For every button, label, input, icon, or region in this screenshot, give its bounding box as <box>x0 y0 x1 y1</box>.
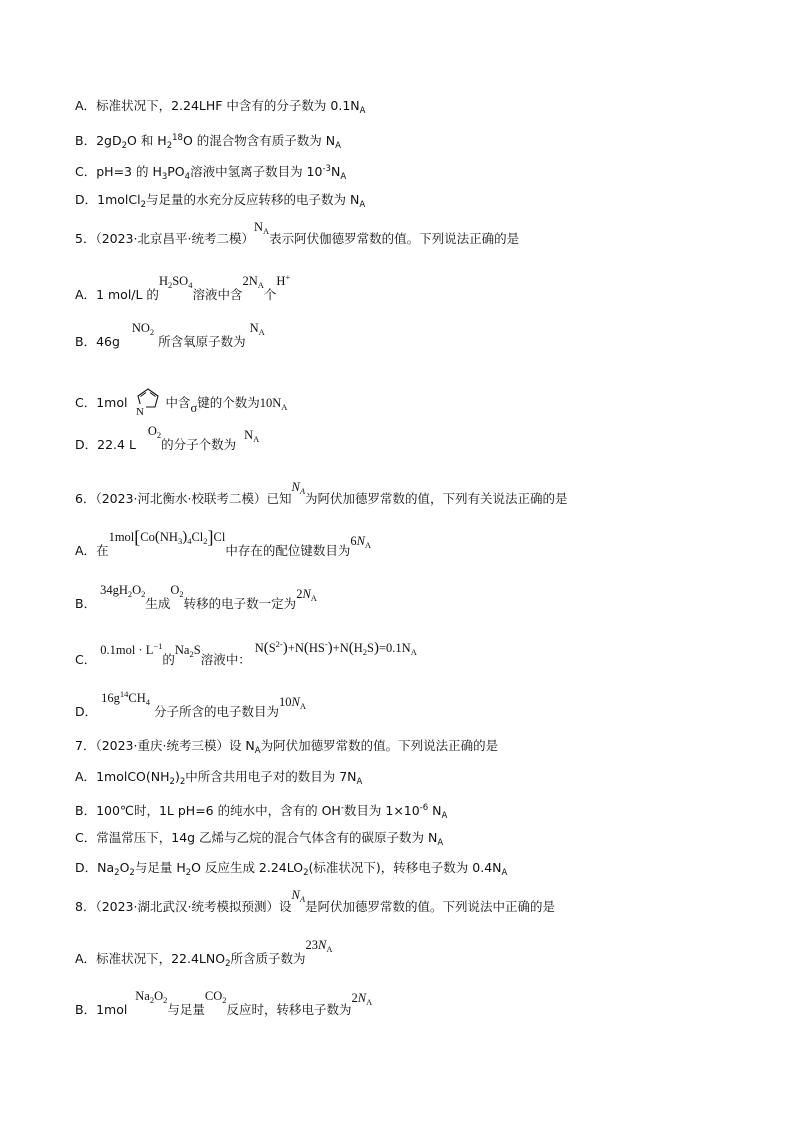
superscript: -3 <box>322 164 331 174</box>
question-5-stem <box>75 220 735 251</box>
formula-23na: $23N_A$ <box>305 938 333 954</box>
option-text: 个 <box>263 287 277 302</box>
option-label: C． <box>75 830 97 845</box>
option-text: Na <box>97 860 115 875</box>
option-text: 标准状况下，2.24LHF 中含有的分子数为 0.1N <box>96 98 360 113</box>
option-text: 溶液中含 <box>192 287 243 302</box>
option-text: ) <box>174 769 180 784</box>
option-text: 2gD <box>96 133 122 148</box>
option-text: 常温常压下，14g 乙烯与乙烷的混合气体含有的碳原子数为 N <box>96 830 438 845</box>
question-text: 为阿伏加德罗常数的值，下列有关说法正确的是 <box>305 491 568 506</box>
q6-option-d[interactable] <box>75 689 735 724</box>
option-label: A． <box>75 951 97 966</box>
superscript: -6 <box>419 803 429 813</box>
option-text: 键的个数为 <box>197 395 260 410</box>
q8-option-b[interactable] <box>75 989 735 1022</box>
option-text: 在 <box>96 543 109 558</box>
sigma-symbol: σ <box>190 401 198 415</box>
option-text: 溶液中： <box>200 652 251 667</box>
q5-option-c[interactable] <box>75 385 735 419</box>
formula-o2: $O_2$ <box>170 583 184 599</box>
option-text: N <box>330 164 341 179</box>
formula-10na: $10N_A$ <box>259 396 288 412</box>
option-label: A． <box>75 287 97 302</box>
option-text: 数目为 1×10 <box>343 803 420 818</box>
question-number: 6． <box>75 491 96 506</box>
option-text: 1mol <box>96 395 128 410</box>
option-text: 中存在的配位键数目为 <box>225 543 351 558</box>
q7-option-d[interactable] <box>75 860 735 881</box>
pyrrole-structure-icon <box>133 385 163 419</box>
option-text: 反应时，转移电子数为 <box>226 1002 352 1017</box>
option-label: B． <box>75 803 97 818</box>
option-label: B． <box>75 1002 97 1017</box>
option-text: O 和 H <box>127 133 167 148</box>
q5-option-d[interactable] <box>75 424 735 457</box>
option-label: D． <box>75 860 98 875</box>
option-text: 100℃时，1L pH=6 的纯水中，含有的 OH <box>96 803 341 818</box>
q8-option-a[interactable] <box>75 938 735 972</box>
subscript: A <box>340 172 347 182</box>
superscript: - <box>340 803 344 813</box>
q7-option-a[interactable] <box>75 769 735 790</box>
formula-na2o2: $Na_2O_2$ <box>135 989 168 1005</box>
option-text: O 的混合物含有质子数为 N <box>182 133 336 148</box>
question-8-stem <box>75 888 735 919</box>
option-text: 的分子个数为 <box>161 437 237 452</box>
subscript: 2 <box>121 141 128 151</box>
option-text: 与足量 H <box>134 860 186 875</box>
question-source: （2023·重庆·统考三模）设 N <box>95 738 255 753</box>
option-text: 1molCO(NH <box>96 769 170 784</box>
formula-co2: $CO_2$ <box>204 989 227 1005</box>
question-number: 5． <box>75 231 96 246</box>
option-text: (标准状况下)，转移电子数为 0.4N <box>308 860 502 875</box>
option-label: C． <box>75 652 97 667</box>
formula-h2so4: $H_2SO_4$ <box>158 274 193 290</box>
formula-2na: $2N_A$ <box>351 991 373 1007</box>
option-text: 标准状况下，22.4LNO <box>96 951 226 966</box>
subscript: A <box>501 868 508 878</box>
q5-option-a[interactable] <box>75 272 735 307</box>
question-source: （2023·北京昌平·统考二模） <box>95 231 254 246</box>
subscript: A <box>359 200 366 210</box>
option-text: 1mol <box>96 1002 128 1017</box>
subscript: 2 <box>169 777 175 787</box>
question-number: 8． <box>75 899 96 914</box>
superscript: 18 <box>172 133 183 143</box>
option-a[interactable] <box>75 98 735 119</box>
question-number: 7． <box>75 738 96 753</box>
formula-complex: $1mol[Co(NH_3)_4Cl_2]Cl$ <box>108 527 226 547</box>
subscript: 3 <box>161 172 168 182</box>
option-label: A． <box>75 543 97 558</box>
option-text: pH=3 的 H <box>96 164 162 179</box>
question-7-stem <box>75 738 735 759</box>
option-label: D． <box>75 192 98 207</box>
subscript: 2 <box>129 868 135 878</box>
option-text: 1molCl <box>97 192 141 207</box>
subscript: A <box>356 777 363 787</box>
q7-option-b[interactable] <box>75 800 735 824</box>
subscript: 4 <box>184 172 191 182</box>
subscript: 2 <box>179 777 186 787</box>
q6-option-b[interactable] <box>75 583 735 616</box>
option-label: C． <box>75 164 97 179</box>
formula-10na: $10N_A$ <box>279 695 306 711</box>
option-label: C． <box>75 395 97 410</box>
option-text: 1 mol/L 的 <box>96 287 159 302</box>
option-label: D． <box>75 437 98 452</box>
subscript: 2 <box>114 868 120 878</box>
question-text: 表示阿伏伽德罗常数的值。下列说法正确的是 <box>269 231 520 246</box>
option-text: 22.4 L <box>97 437 136 452</box>
subscript: A <box>441 811 448 821</box>
option-text: N <box>428 803 442 818</box>
na-symbol: $N_A$ <box>253 220 270 236</box>
option-label: A． <box>75 769 97 784</box>
q6-option-c[interactable] <box>75 639 735 672</box>
option-text: 转移的电子数一定为 <box>183 596 297 611</box>
formula-h2o2: $34gH_2O_2$ <box>100 583 146 599</box>
subscript: 2 <box>225 959 231 969</box>
option-text: 所含氧原子数为 <box>158 334 246 349</box>
na-symbol: $N_A$ <box>291 888 306 904</box>
option-text: 生成 <box>145 596 171 611</box>
formula-na: $N_A$ <box>249 321 265 337</box>
option-label: D． <box>75 704 98 719</box>
formula-14ch4: $16g^{14}CH_4$ <box>101 689 150 707</box>
option-b[interactable] <box>75 130 735 154</box>
formula-o2: $O_2$ <box>147 424 162 440</box>
subscript: A <box>359 106 366 116</box>
option-label: A． <box>75 98 97 113</box>
question-source: （2023·河北衡水·校联考二模）已知 <box>95 491 292 506</box>
formula-no2: $NO_2$ <box>131 321 155 337</box>
formula-h-plus: H+ <box>276 272 291 288</box>
na-symbol: $N_A$ <box>291 480 306 496</box>
option-text: 中含 <box>165 395 191 410</box>
option-c[interactable] <box>75 161 735 185</box>
formula-2na: $2N_A$ <box>242 274 264 290</box>
subscript: 2 <box>140 200 147 210</box>
option-text: 所含质子数为 <box>230 951 306 966</box>
option-label: B． <box>75 334 97 349</box>
question-text: 是阿伏加德罗常数的值。下列说法中正确的是 <box>305 899 556 914</box>
formula-concentration: $0.1mol \cdot L^{-1}$ <box>100 641 163 657</box>
question-6-stem <box>75 480 735 511</box>
subscript: A <box>254 746 261 756</box>
option-text: O <box>119 860 130 875</box>
subscript: 2 <box>303 868 309 878</box>
option-label: B． <box>75 596 97 611</box>
q6-option-a[interactable] <box>75 527 735 563</box>
question-source: （2023·湖北武汉·统考模拟预测）设 <box>95 899 292 914</box>
option-text: 与足量 <box>167 1002 205 1017</box>
formula-na2s: $Na_2S$ <box>174 643 201 659</box>
formula-2na: $2N_A$ <box>296 587 317 603</box>
option-text: 分子所含的电子数目为 <box>153 704 279 719</box>
option-d[interactable] <box>75 192 735 213</box>
formula-conservation-equation: $N(S^{2-})+N(HS^-)+N(H_2S)=0.1N_A$ <box>254 639 417 657</box>
option-text: PO <box>167 164 185 179</box>
subscript: A <box>437 838 444 848</box>
subscript: 2 <box>166 141 173 151</box>
option-text: O 反应生成 2.24LO <box>191 860 304 875</box>
ring-nitrogen-label: N <box>136 406 145 418</box>
option-text: 中所含共用电子对的数目为 7N <box>185 769 357 784</box>
question-text: 为阿伏加德罗常数的值。下列说法正确的是 <box>260 738 499 753</box>
option-text: 溶液中氢离子数目为 10 <box>190 164 323 179</box>
subscript: 2 <box>185 868 192 878</box>
option-text: 与足量的水充分反应转移的电子数为 N <box>146 192 360 207</box>
q7-option-c[interactable] <box>75 830 735 851</box>
subscript: A <box>335 141 341 151</box>
formula-6na: $6N_A$ <box>350 534 372 550</box>
option-text: 的 <box>162 652 175 667</box>
option-label: B． <box>75 133 97 148</box>
option-text: 46g <box>96 334 120 349</box>
q5-option-b[interactable] <box>75 321 735 354</box>
formula-na: $N_A$ <box>244 428 260 444</box>
